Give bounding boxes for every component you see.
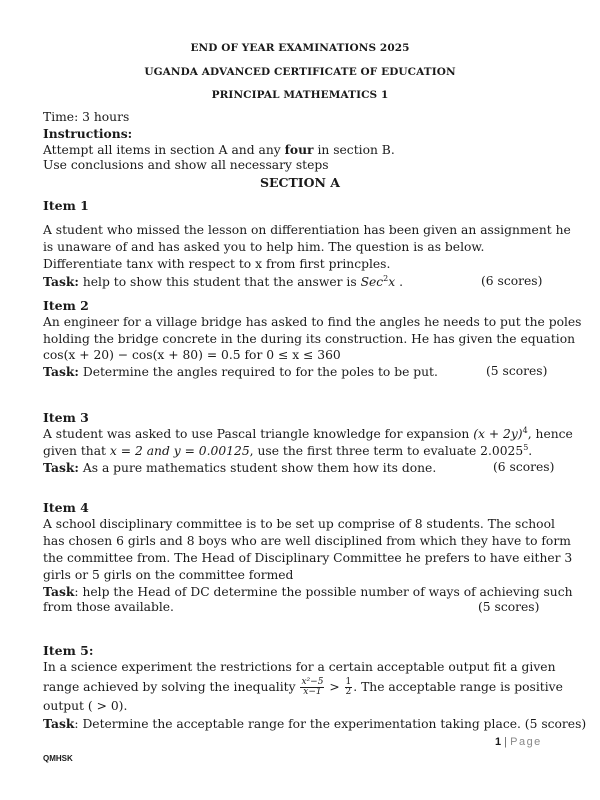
- exam-subject: PRINCIPAL MATHEMATICS 1: [211, 89, 389, 101]
- item-2-equation: cos(x + 20) − cos(x + 80) = 0.5 for 0 ≤ x ≤ 360: [43, 348, 341, 362]
- item-4-line: has chosen 6 girls and 8 boys who are well disciplined from which they have to form: [43, 534, 571, 548]
- item-4-score: (5 scores): [478, 600, 540, 614]
- exam-board: UGANDA ADVANCED CERTIFICATE OF EDUCATION: [144, 66, 456, 78]
- item-5-inequality-line: range achieved by solving the inequality $\frac{\text{x²−5}}{x-1}$ > $\frac{1}{2}$ . The acceptable range is positive: [43, 677, 563, 697]
- instructions-label: Instructions:: [43, 126, 133, 141]
- instruction-2: Use conclusions and show all necessary steps: [43, 158, 329, 172]
- item-4-line: girls or 5 girls on the committee formed: [43, 568, 294, 582]
- instruction-1: Attempt all items in section A and any four in section B.: [43, 142, 395, 157]
- item-5-task: Task: Determine the acceptable range for the experimentation taking place. (5 scores): [43, 716, 587, 731]
- item-3-score: (6 scores): [493, 460, 555, 474]
- item-2-task: Task: Determine the angles required to for the poles to be put.: [43, 364, 438, 379]
- item-1-line: A student who missed the lesson on differentiation has been given an assignment he: [43, 223, 571, 237]
- exam-title: END OF YEAR EXAMINATIONS 2025: [190, 42, 410, 54]
- item-1-line: is unaware of and has asked you to help him. The question is as below.: [43, 240, 485, 254]
- item-5-title: Item 5:: [43, 643, 94, 658]
- item-1-line: Differentiate tanx with respect to x from first princples.: [43, 257, 391, 271]
- item-1-score: (6 scores): [481, 274, 543, 288]
- item-1-title: Item 1: [43, 198, 89, 213]
- item-3-title: Item 3: [43, 410, 89, 425]
- item-3-task: Task: As a pure mathematics student show them how its done.: [43, 460, 437, 475]
- footer-code: QMHSK: [43, 754, 73, 763]
- item-2-line: An engineer for a village bridge has asked to find the angles he needs to put the poles: [43, 315, 582, 329]
- exam-time: Time: 3 hours: [43, 110, 130, 124]
- fraction: $\frac{\text{x²−5}}{x-1}$: [301, 677, 324, 697]
- item-2-title: Item 2: [43, 298, 89, 313]
- section-heading: SECTION A: [259, 175, 341, 190]
- item-4-line: from those available.: [43, 600, 174, 614]
- item-2-line: holding the bridge concrete in the during its construction. He has given the equation: [43, 332, 576, 346]
- item-4-title: Item 4: [43, 500, 89, 515]
- item-1-task: Task: help to show this student that the answer is Sec$^2$x .: [43, 273, 404, 289]
- item-4-line: the committee from. The Head of Disciplinary Committee he prefers to have either 3: [43, 551, 573, 565]
- item-4-task: Task: help the Head of DC determine the possible number of ways of achieving such: [43, 584, 573, 599]
- fraction: $\frac{1}{2}$: [345, 677, 352, 697]
- page-number: 1 | Page: [495, 736, 542, 748]
- item-5-line: output ( > 0).: [43, 699, 128, 713]
- item-5-line: In a science experiment the restrictions for a certain acceptable output fit a given: [43, 660, 556, 674]
- item-4-line: A school disciplinary committee is to be set up comprise of 8 students. The school: [43, 517, 555, 531]
- item-3-line: A student was asked to use Pascal triangle knowledge for expansion $(x + 2y)^4$, hence: [43, 425, 573, 441]
- item-2-score: (5 scores): [486, 364, 548, 378]
- item-3-line: given that x = 2 and y = 0.00125, use the first three term to evaluate 2.0025$^5$.: [43, 442, 533, 458]
